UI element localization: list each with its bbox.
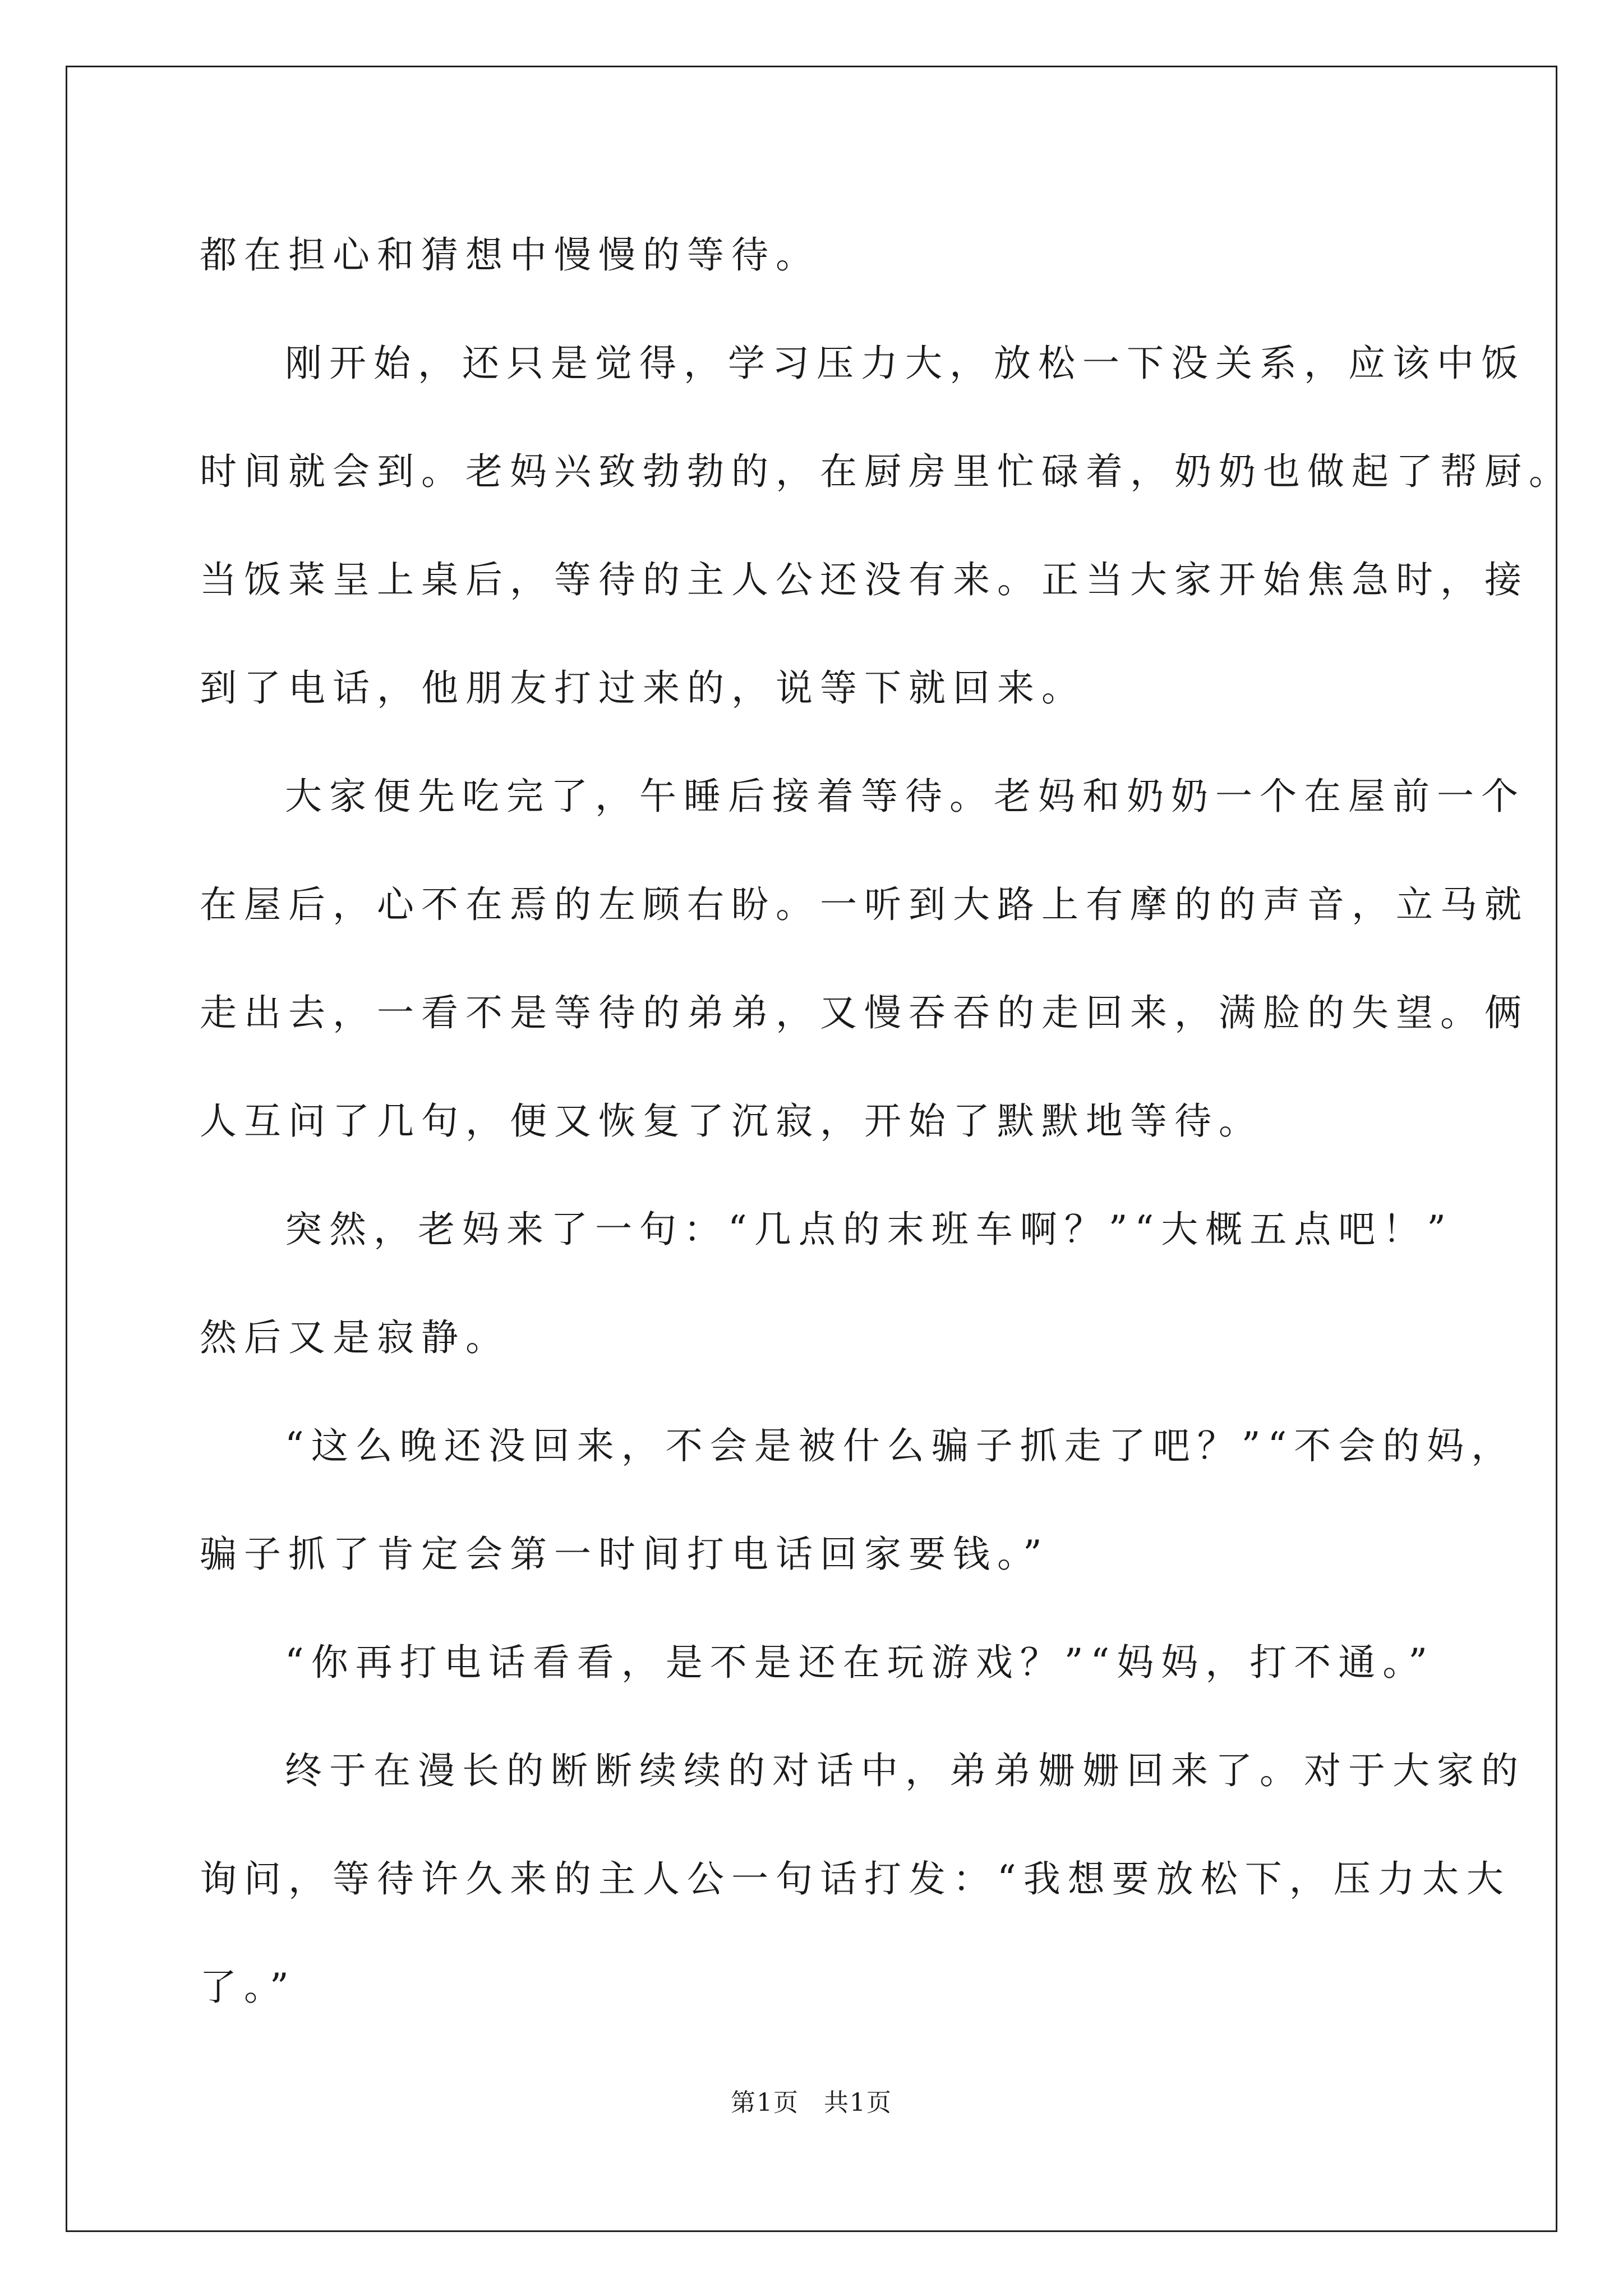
text-line: 都在担心和猜想中慢慢的等待。 [200,233,820,277]
text-line: 人互问了几句，便又恢复了沉寂，开始了默默地等待。 [200,1099,1263,1143]
page-number: 第1页 [731,2088,799,2117]
page-total: 共1页 [824,2088,892,2117]
text-line: “这么晚还没回来，不会是被什么骗子抓走了吧？”“不会的妈， [285,1424,1516,1467]
text-line: 询问，等待许久来的主人公一句话打发：“我想要放松下，压力太大 [200,1857,1511,1901]
text-line: 骗子抓了肯定会第一时间打电话回家要钱。” [200,1533,1049,1576]
text-line: 终于在漫长的断断续续的对话中，弟弟姗姗回来了。对于大家的 [285,1749,1525,1792]
text-line: 当饭菜呈上桌后，等待的主人公还没有来。正当大家开始焦急时，接 [200,558,1529,601]
text-line: 然后又是寂静。 [200,1316,510,1359]
text-line: 时间就会到。老妈兴致勃勃的，在厨房里忙碌着，奶奶也做起了帮厨。 [200,450,1573,493]
page-footer [0,2082,1623,2118]
text-line: 大家便先吃完了，午睡后接着等待。老妈和奶奶一个在屋前一个 [285,775,1525,818]
text-line: “你再打电话看看，是不是还在玩游戏？”“妈妈，打不通。” [285,1641,1435,1684]
text-line: 到了电话，他朋友打过来的，说等下就回来。 [200,666,1086,710]
text-line: 刚开始，还只是觉得，学习压力大，放松一下没关系，应该中饭 [285,342,1525,385]
text-line: 在屋后，心不在焉的左顾右盼。一听到大路上有摩的的声音，立马就 [200,883,1529,926]
text-line: 了。” [200,1966,296,2009]
text-line: 突然，老妈来了一句：“几点的末班车啊？”“大概五点吧！” [285,1208,1453,1251]
text-line: 走出去，一看不是等待的弟弟，又慢吞吞的走回来，满脸的失望。俩 [200,991,1529,1034]
document-body [200,201,1573,2041]
